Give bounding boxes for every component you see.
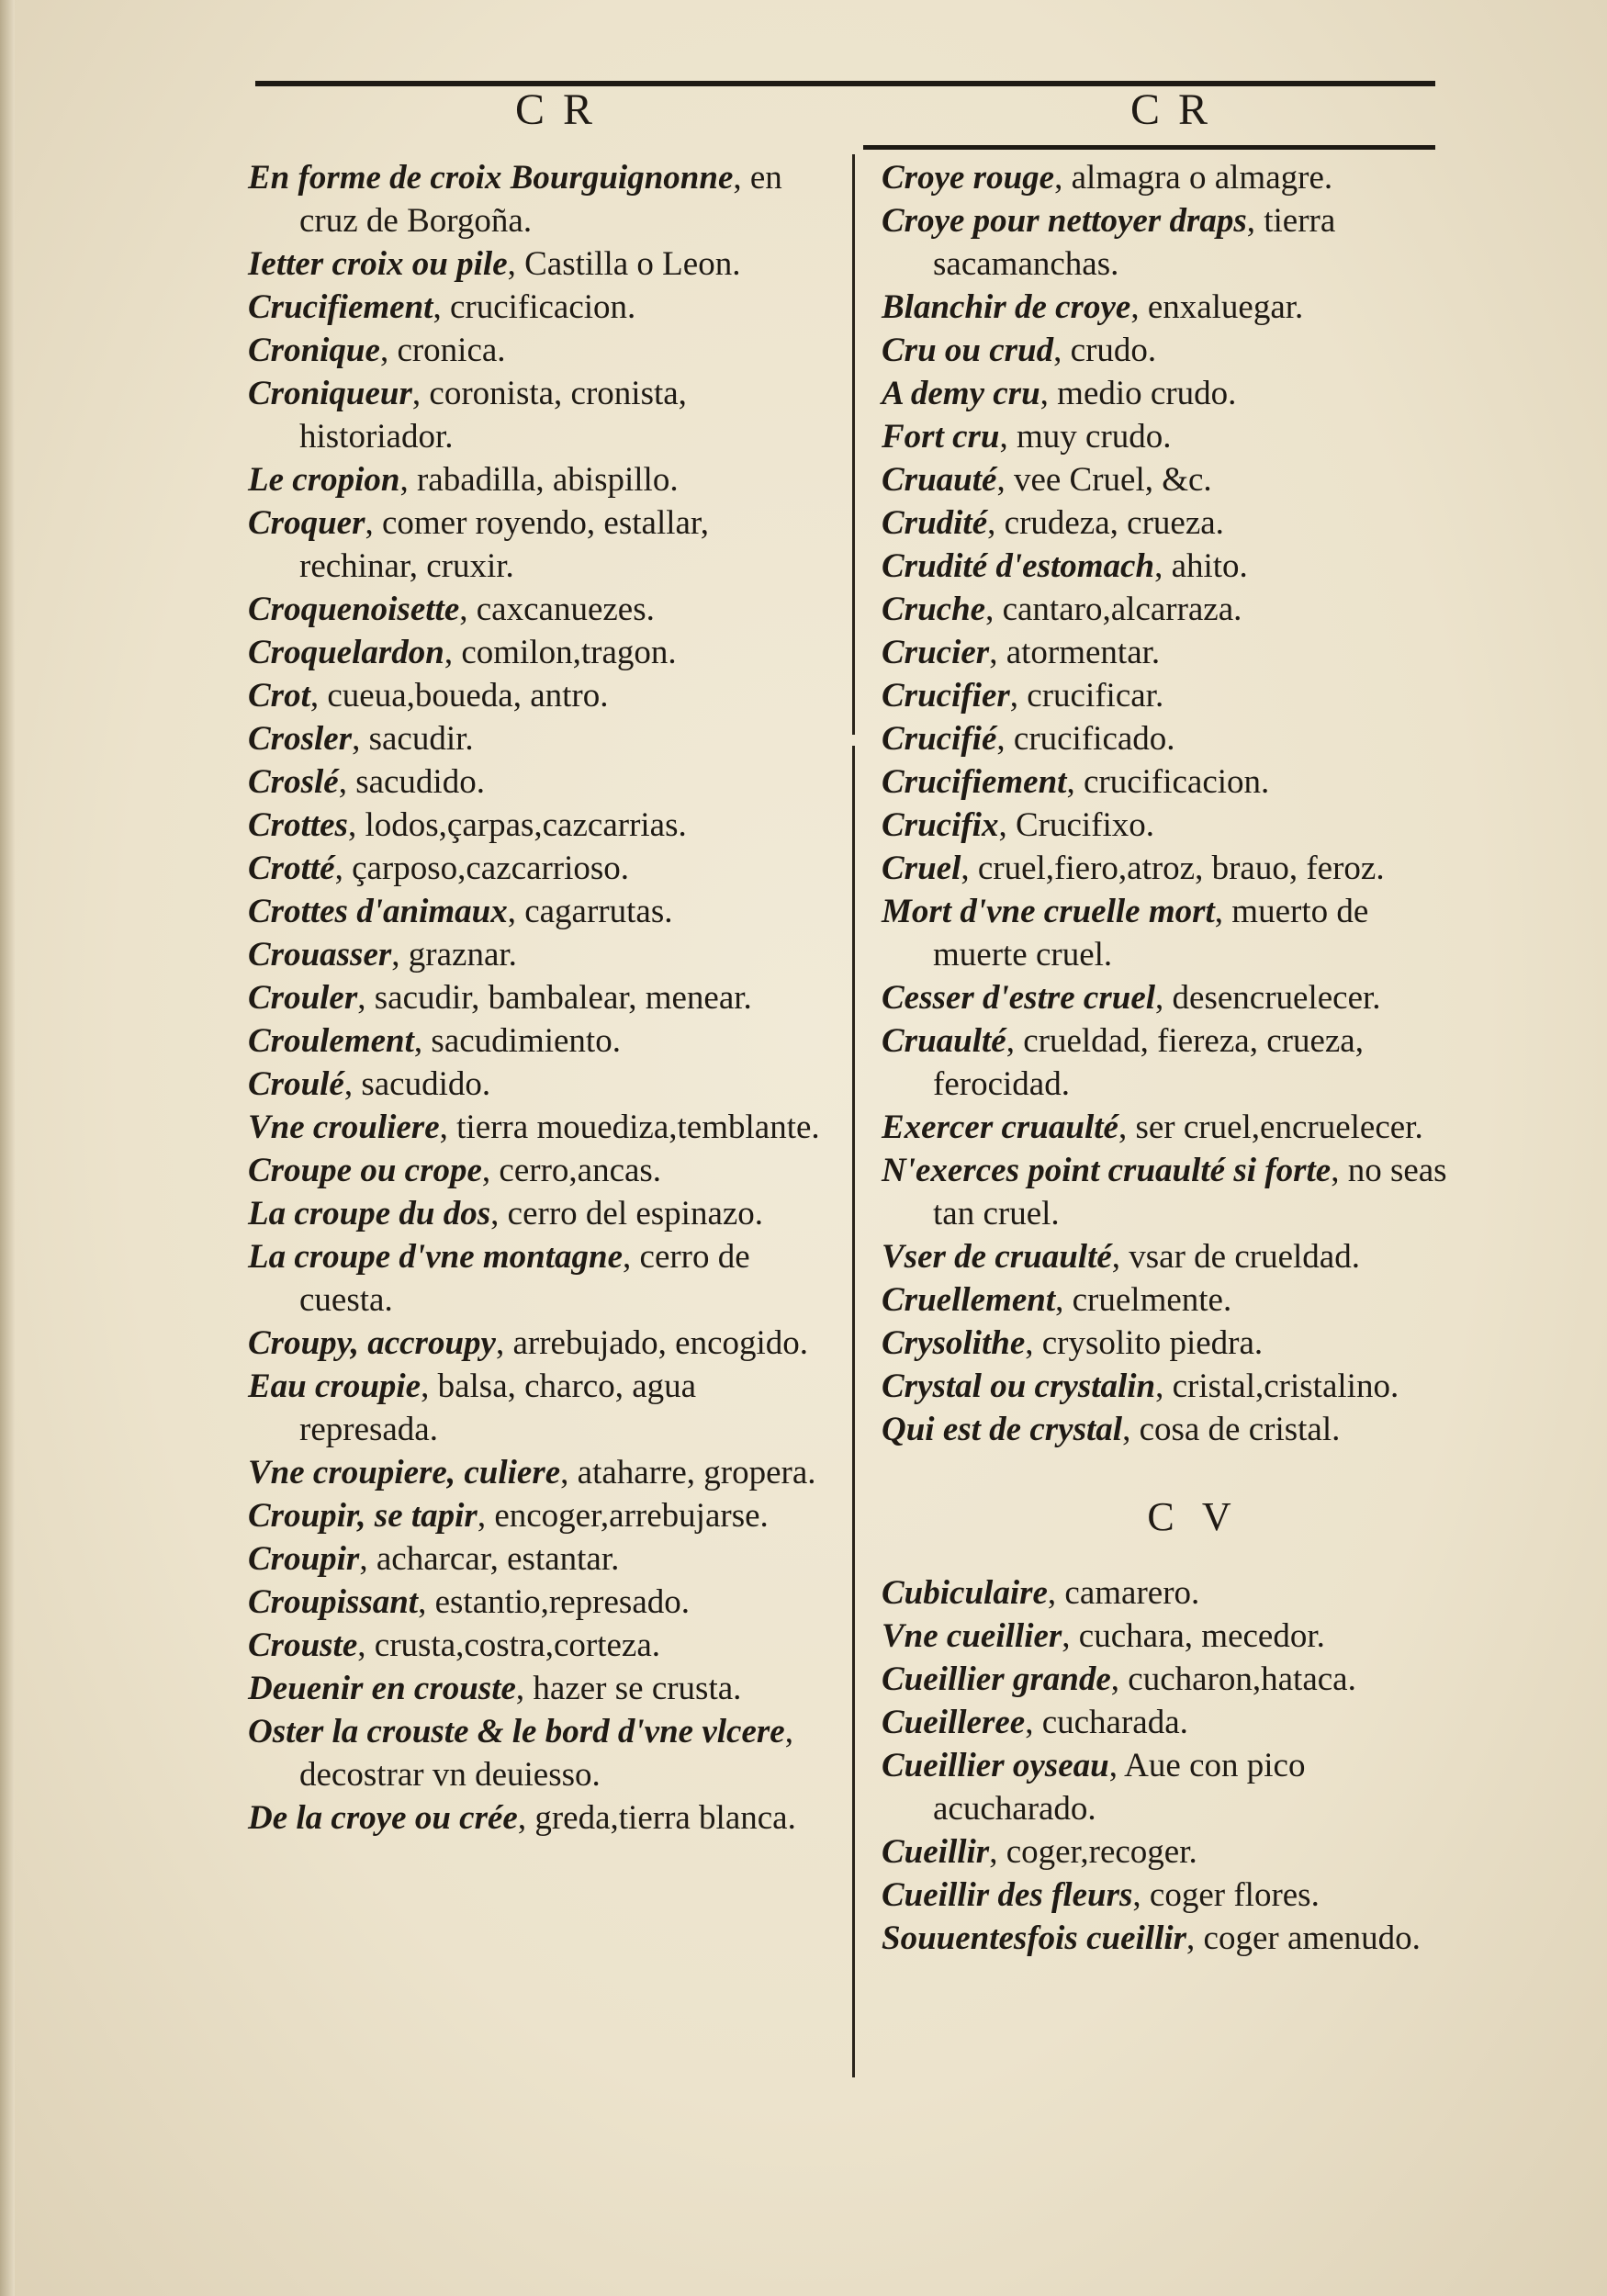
entry-translation: cronica. xyxy=(397,332,506,369)
entry-headword: Crucifix xyxy=(882,806,999,844)
entry-translation: cruel,fiero,atroz, brauo, feroz. xyxy=(977,850,1385,887)
dictionary-entry: Crosler, sacudir. xyxy=(248,720,474,758)
column-divider xyxy=(852,154,855,735)
entry-headword: Vne crouliere xyxy=(248,1109,440,1146)
entry-translation: crudo. xyxy=(1070,332,1157,369)
dictionary-entry: Cueillir des fleurs, coger flores. xyxy=(882,1876,1320,1914)
entry-translation: comilon,tragon. xyxy=(461,634,677,671)
dictionary-entry: Crottes, lodos,çarpas,cazcarrias. xyxy=(248,806,687,844)
entry-translation: enxaluegar. xyxy=(1147,288,1304,326)
dictionary-entry: Crouler, sacudir, bambalear, menear. xyxy=(248,979,752,1017)
entry-translation: Crucifixo. xyxy=(1015,806,1155,844)
dictionary-entry: Crucifiement, crucificacion. xyxy=(248,288,636,326)
dictionary-entry: Vne crouliere, tierra mouediza,temblante. xyxy=(248,1109,820,1146)
dictionary-entry: Crudité d'estomach, ahito. xyxy=(882,547,1248,585)
dictionary-entry: Croslé, sacudido. xyxy=(248,763,485,801)
dictionary-entry: La croupe d'vne montagne, cerro de cuesta. xyxy=(248,1238,750,1319)
entry-headword: Crysolithe xyxy=(882,1324,1026,1362)
dictionary-entry: A demy cru, medio crudo. xyxy=(882,375,1237,412)
entry-headword: Crouste xyxy=(248,1626,358,1664)
dictionary-entry: Croquelardon, comilon,tragon. xyxy=(248,634,677,671)
entry-translation: Aue con pico acucharado. xyxy=(933,1747,1306,1828)
entry-translation: ahito. xyxy=(1171,547,1248,585)
entry-translation: greda,tierra blanca. xyxy=(534,1799,796,1837)
entry-translation: en cruz de Borgoña. xyxy=(299,159,782,240)
page-edge xyxy=(0,0,15,2296)
entry-headword: Vne cueillier xyxy=(882,1617,1062,1655)
entry-translation: cerro,ancas. xyxy=(499,1152,662,1189)
entry-headword: Mort d'vne cruelle mort xyxy=(882,893,1215,930)
entry-translation: sacudir, bambalear, menear. xyxy=(374,979,752,1017)
entry-headword: Blanchir de croye xyxy=(882,288,1131,326)
dictionary-entry: N'exerces point cruaulté si forte, no seas tan cruel. xyxy=(882,1152,1447,1232)
entry-translation: coger amenudo. xyxy=(1203,1919,1421,1957)
dictionary-entry: Qui est de crystal, cosa de cristal. xyxy=(882,1411,1341,1448)
entry-translation: arrebujado, encogido. xyxy=(512,1324,809,1362)
dictionary-entry: Cruellement, cruelmente. xyxy=(882,1281,1232,1319)
entry-translation: crysolito piedra. xyxy=(1041,1324,1264,1362)
entry-headword: Crouasser xyxy=(248,936,392,974)
dictionary-entry: Deuenir en crouste, hazer se crusta. xyxy=(248,1670,742,1707)
dictionary-entry: Croupir, acharcar, estantar. xyxy=(248,1540,620,1578)
entry-headword: Crudité xyxy=(882,504,988,542)
entry-headword: Crucifié xyxy=(882,720,997,758)
dictionary-entry: Oster la crouste & le bord d'vne vlcere, decostrar vn deuiesso. xyxy=(248,1713,793,1794)
dictionary-entry: Crouasser, graznar. xyxy=(248,936,517,974)
entry-headword: Croquenoisette xyxy=(248,591,460,628)
entry-headword: Cronique xyxy=(248,332,380,369)
entry-translation: cosa de cristal. xyxy=(1139,1411,1341,1448)
entry-translation: cucharada. xyxy=(1041,1704,1188,1741)
entry-headword: Oster la crouste & le bord d'vne vlcere xyxy=(248,1713,785,1750)
entry-headword: Cubiculaire xyxy=(882,1574,1048,1612)
entry-translation: cristal,cristalino. xyxy=(1172,1367,1399,1405)
entry-headword: Cru ou crud xyxy=(882,332,1054,369)
dictionary-entry: Souuentesfois cueillir, coger amenudo. xyxy=(882,1919,1421,1957)
header-rule-right xyxy=(863,145,1435,150)
dictionary-entry: Vne croupiere, culiere, ataharre, gropera. xyxy=(248,1454,816,1491)
entry-translation: cuchara, mecedor. xyxy=(1078,1617,1325,1655)
dictionary-entry: Crysolithe, crysolito piedra. xyxy=(882,1324,1264,1362)
entry-headword: Croniqueur xyxy=(248,375,412,412)
entry-translation: decostrar vn deuiesso. xyxy=(299,1756,601,1794)
dictionary-entry: Cueilleree, cucharada. xyxy=(882,1704,1188,1741)
dictionary-entry: Cueillier oyseau, Aue con pico acucharado. xyxy=(882,1747,1306,1828)
dictionary-entry: Crotté, çarposo,cazcarrioso. xyxy=(248,850,630,887)
entry-headword: Croulement xyxy=(248,1022,414,1060)
entry-headword: Croslé xyxy=(248,763,339,801)
entry-translation: desencruelecer. xyxy=(1172,979,1381,1017)
entry-translation: lodos,çarpas,cazcarrias. xyxy=(365,806,687,844)
entry-headword: Crot xyxy=(248,677,310,715)
dictionary-entry: Croniqueur, coronista, cronista, historiador. xyxy=(248,375,687,456)
entry-headword: Cueillier grande xyxy=(882,1660,1111,1698)
entry-translation: medio crudo. xyxy=(1057,375,1237,412)
entry-headword: Croupy, accroupy xyxy=(248,1324,496,1362)
entry-headword: De la croye ou crée xyxy=(248,1799,518,1837)
entry-translation: acharcar, estantar. xyxy=(376,1540,620,1578)
entry-headword: Vne croupiere, culiere xyxy=(248,1454,561,1491)
entry-headword: En forme de croix Bourguignonne xyxy=(248,159,734,197)
entry-headword: Crystal ou crystalin xyxy=(882,1367,1156,1405)
entry-translation: çarposo,cazcarrioso. xyxy=(352,850,630,887)
entry-headword: Croupir, se tapir xyxy=(248,1497,478,1535)
entry-headword: Eau croupie xyxy=(248,1367,421,1405)
dictionary-entry: Crudité, crudeza, crueza. xyxy=(882,504,1224,542)
entry-headword: Crottes d'animaux xyxy=(248,893,508,930)
entry-translation: crucificado. xyxy=(1013,720,1175,758)
entry-translation: crudeza, crueza. xyxy=(1004,504,1224,542)
entry-headword: Deuenir en crouste xyxy=(248,1670,516,1707)
dictionary-entry: Crucier, atormentar. xyxy=(882,634,1161,671)
dictionary-entry: Croupe ou crope, cerro,ancas. xyxy=(248,1152,662,1189)
entry-headword: Qui est de crystal xyxy=(882,1411,1123,1448)
entry-headword: Crucifier xyxy=(882,677,1010,715)
entry-translation: comer royendo, estallar, rechinar, cruxir. xyxy=(299,504,710,585)
dictionary-entry: Cruauté, vee Cruel, &c. xyxy=(882,461,1212,499)
dictionary-entry: Cesser d'estre cruel, desencruelecer. xyxy=(882,979,1381,1017)
dictionary-entry: La croupe du dos, cerro del espinazo. xyxy=(248,1195,764,1232)
dictionary-entry: En forme de croix Bourguignonne, en cruz de Borgoña. xyxy=(248,159,782,240)
entry-headword: Crucifiement xyxy=(882,763,1067,801)
entry-headword: Cueillir des fleurs xyxy=(882,1876,1133,1914)
entry-translation: encoger,arrebujarse. xyxy=(494,1497,769,1535)
cv-section-entries xyxy=(882,1571,1469,1960)
entry-translation: crusta,costra,corteza. xyxy=(374,1626,660,1664)
entry-headword: Crosler xyxy=(248,720,353,758)
dictionary-entry: Cronique, cronica. xyxy=(248,332,506,369)
dictionary-entry: Crot, cueua,boueda, antro. xyxy=(248,677,609,715)
entry-headword: Crudité d'estomach xyxy=(882,547,1155,585)
entry-headword: Cruche xyxy=(882,591,986,628)
entry-translation: cueua,boueda, antro. xyxy=(327,677,609,715)
entry-translation: caxcanuezes. xyxy=(476,591,655,628)
right-column-entries xyxy=(882,156,1469,1451)
dictionary-entry: Fort cru, muy crudo. xyxy=(882,418,1172,456)
entry-translation: vee Cruel, &c. xyxy=(1013,461,1212,499)
section-heading-cv: C V xyxy=(1147,1494,1241,1539)
entry-headword: Croye rouge xyxy=(882,159,1055,197)
dictionary-entry: Crottes d'animaux, cagarrutas. xyxy=(248,893,673,930)
entry-headword: La croupe du dos xyxy=(248,1195,491,1232)
dictionary-entry: Le cropion, rabadilla, abispillo. xyxy=(248,461,679,499)
top-rule xyxy=(255,81,1435,86)
running-head-right: C R xyxy=(1129,85,1212,134)
left-column xyxy=(248,156,836,1840)
dictionary-entry: Crucifier, crucificar. xyxy=(882,677,1164,715)
entry-translation: hazer se crusta. xyxy=(533,1670,742,1707)
entry-translation: coronista, cronista, historiador. xyxy=(299,375,687,456)
entry-translation: crueldad, fiereza, crueza, ferocidad. xyxy=(933,1022,1364,1103)
entry-headword: Croupir xyxy=(248,1540,360,1578)
entry-headword: Croye pour nettoyer draps xyxy=(882,202,1247,240)
dictionary-entry: Cueillir, coger,recoger. xyxy=(882,1833,1197,1871)
dictionary-entry: Blanchir de croye, enxaluegar. xyxy=(882,288,1304,326)
entry-headword: Crucifiement xyxy=(248,288,433,326)
entry-headword: Vser de cruaulté xyxy=(882,1238,1112,1276)
dictionary-entry: Croquer, comer royendo, estallar, rechinar, cruxir. xyxy=(248,504,710,585)
dictionary-entry: Cruaulté, crueldad, fiereza, crueza, ferocidad. xyxy=(882,1022,1364,1103)
dictionary-entry: Exercer cruaulté, ser cruel,encruelecer. xyxy=(882,1109,1423,1146)
dictionary-entry: Crystal ou crystalin, cristal,cristalino. xyxy=(882,1367,1399,1405)
entry-translation: Castilla o Leon. xyxy=(524,245,741,283)
dictionary-entry: Croulement, sacudimiento. xyxy=(248,1022,621,1060)
entry-translation: ataharre, gropera. xyxy=(577,1454,816,1491)
dictionary-entry: Eau croupie, balsa, charco, agua represada. xyxy=(248,1367,697,1448)
dictionary-entry: Cubiculaire, camarero. xyxy=(882,1574,1200,1612)
entry-translation: sacudimiento. xyxy=(431,1022,621,1060)
entry-translation: cantaro,alcarraza. xyxy=(1002,591,1242,628)
dictionary-entry: Croulé, sacudido. xyxy=(248,1065,491,1103)
entry-headword: Cruel xyxy=(882,850,961,887)
dictionary-entry: Cruche, cantaro,alcarraza. xyxy=(882,591,1242,628)
dictionary-entry: Croye rouge, almagra o almagre. xyxy=(882,159,1333,197)
entry-translation: estantio,represado. xyxy=(434,1583,690,1621)
dictionary-entry: Crouste, crusta,costra,corteza. xyxy=(248,1626,660,1664)
entry-translation: vsar de crueldad. xyxy=(1129,1238,1360,1276)
dictionary-entry: Mort d'vne cruelle mort, muerto de muerte cruel. xyxy=(882,893,1369,974)
entry-headword: Croulé xyxy=(248,1065,344,1103)
entry-translation: sacudir. xyxy=(368,720,474,758)
dictionary-entry: Croye pour nettoyer draps, tierra sacamanchas. xyxy=(882,202,1336,283)
entry-translation: no seas tan cruel. xyxy=(933,1152,1447,1232)
entry-translation: tierra mouediza,temblante. xyxy=(456,1109,820,1146)
dictionary-entry: Croupy, accroupy, arrebujado, encogido. xyxy=(248,1324,809,1362)
entry-headword: Cueilleree xyxy=(882,1704,1026,1741)
entry-headword: Crucier xyxy=(882,634,990,671)
dictionary-entry: Cru ou crud, crudo. xyxy=(882,332,1157,369)
dictionary-entry: De la croye ou crée, greda,tierra blanca. xyxy=(248,1799,796,1837)
entry-translation: atormentar. xyxy=(1006,634,1161,671)
entry-headword: Fort cru xyxy=(882,418,1000,456)
entry-translation: crucificacion. xyxy=(449,288,636,326)
entry-translation: cagarrutas. xyxy=(524,893,673,930)
dictionary-entry: Cueillier grande, cucharon,hataca. xyxy=(882,1660,1356,1698)
dictionary-entry: Crucifié, crucificado. xyxy=(882,720,1175,758)
entry-headword: Cueillier oyseau xyxy=(882,1747,1109,1784)
entry-headword: Exercer cruaulté xyxy=(882,1109,1118,1146)
dictionary-entry: Cruel, cruel,fiero,atroz, brauo, feroz. xyxy=(882,850,1385,887)
dictionary-entry: Vne cueillier, cuchara, mecedor. xyxy=(882,1617,1325,1655)
entry-headword: Cesser d'estre cruel xyxy=(882,979,1156,1017)
dictionary-entry: Ietter croix ou pile, Castilla o Leon. xyxy=(248,245,741,283)
dictionary-entry: Croquenoisette, caxcanuezes. xyxy=(248,591,655,628)
entry-translation: rabadilla, abispillo. xyxy=(416,461,679,499)
dictionary-entry: Crucifix, Crucifixo. xyxy=(882,806,1155,844)
entry-translation: muy crudo. xyxy=(1017,418,1172,456)
entry-headword: Crouler xyxy=(248,979,358,1017)
entry-headword: Croupissant xyxy=(248,1583,419,1621)
entry-headword: Cueillir xyxy=(882,1833,990,1871)
entry-translation: tierra sacamanchas. xyxy=(933,202,1336,283)
entry-headword: Le cropion xyxy=(248,461,400,499)
entry-translation: sacudido. xyxy=(361,1065,491,1103)
entry-headword: Croquer xyxy=(248,504,365,542)
entry-headword: Croupe ou crope xyxy=(248,1152,482,1189)
running-head-left: C R xyxy=(514,85,597,134)
entry-translation: coger,recoger. xyxy=(1006,1833,1197,1871)
entry-translation: cruelmente. xyxy=(1072,1281,1232,1319)
dictionary-entry: Vser de cruaulté, vsar de crueldad. xyxy=(882,1238,1360,1276)
entry-headword: La croupe d'vne montagne xyxy=(248,1238,624,1276)
entry-headword: A demy cru xyxy=(882,375,1040,412)
column-divider xyxy=(852,746,855,2077)
entry-translation: almagra o almagre. xyxy=(1071,159,1333,197)
entry-translation: crucificar. xyxy=(1027,677,1164,715)
entry-headword: Ietter croix ou pile xyxy=(248,245,508,283)
entry-headword: N'exerces point cruaulté si forte xyxy=(882,1152,1332,1189)
entry-headword: Souuentesfois cueillir xyxy=(882,1919,1187,1957)
dictionary-entry: Crucifiement, crucificacion. xyxy=(882,763,1270,801)
entry-headword: Cruellement xyxy=(882,1281,1056,1319)
entry-translation: coger flores. xyxy=(1149,1876,1320,1914)
entry-translation: cucharon,hataca. xyxy=(1128,1660,1356,1698)
right-column xyxy=(882,156,1469,1960)
entry-translation: cerro del espinazo. xyxy=(507,1195,764,1232)
entry-translation: camarero. xyxy=(1064,1574,1200,1612)
entry-translation: cerro de cuesta. xyxy=(299,1238,750,1319)
entry-translation: sacudido. xyxy=(355,763,485,801)
entry-translation: graznar. xyxy=(408,936,517,974)
entry-headword: Cruauté xyxy=(882,461,997,499)
entry-translation: muerto de muerte cruel. xyxy=(933,893,1369,974)
entry-translation: balsa, charco, agua represada. xyxy=(299,1367,697,1448)
entry-headword: Cruaulté xyxy=(882,1022,1006,1060)
dictionary-entry: Croupir, se tapir, encoger,arrebujarse. xyxy=(248,1497,769,1535)
entry-headword: Croquelardon xyxy=(248,634,444,671)
dictionary-entry: Croupissant, estantio,represado. xyxy=(248,1583,690,1621)
entry-headword: Crottes xyxy=(248,806,348,844)
entry-translation: ser cruel,encruelecer. xyxy=(1135,1109,1423,1146)
entry-translation: crucificacion. xyxy=(1083,763,1270,801)
entry-headword: Crotté xyxy=(248,850,335,887)
